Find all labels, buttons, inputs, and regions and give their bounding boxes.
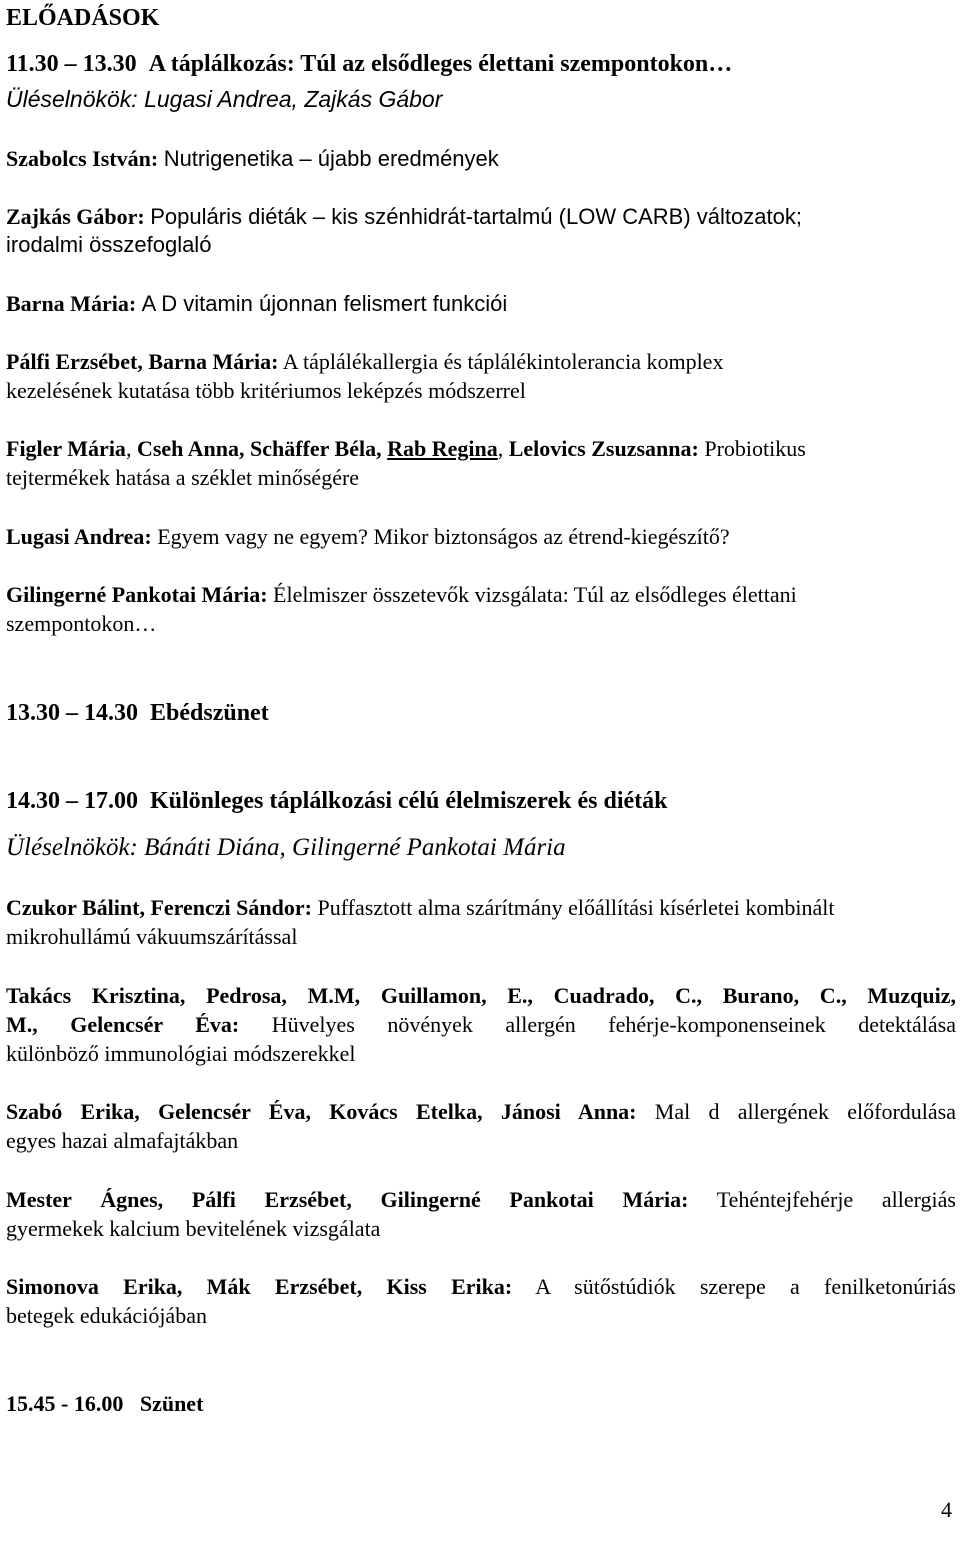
talk-3 <box>6 291 507 317</box>
talk-8-authors: Czukor Bálint, Ferenczi Sándor: <box>6 895 312 920</box>
talk-12 <box>6 1274 956 1300</box>
page-heading: ELŐADÁSOK <box>6 5 160 31</box>
talk-1-title: Nutrigenetika – újabb eredmények <box>163 146 499 171</box>
session2-time: 14.30 – 17.00 <box>6 788 138 814</box>
coffee-break <box>6 1391 203 1417</box>
talk-5-title: Probiotikus <box>704 436 806 461</box>
talk-9-title-cont: különböző immunológiai módszerekkel <box>6 1041 356 1066</box>
talk-2 <box>6 204 802 230</box>
talk-7-title: Élelmiszer összetevők vizsgálata: Túl az elsődleges élettani <box>273 582 797 607</box>
talk-7-title-cont: szempontokon… <box>6 611 157 636</box>
talk-9-authors-cont: M., Gelencsér Éva: <box>6 1012 240 1037</box>
talk-9-title: Hüvelyes növények allergén fehérje-komponenseinek detektálása <box>271 1012 956 1037</box>
talk-7-authors: Gilingerné Pankotai Mária: <box>6 582 268 607</box>
talk-6-title: Egyem vagy ne egyem? Mikor biztonságos az étrend-kiegészítő? <box>157 524 730 549</box>
talk-2-title-cont: irodalmi összefoglaló <box>6 232 212 257</box>
talk-5-title-cont: tejtermékek hatása a széklet minőségére <box>6 465 360 490</box>
talk-5-author-2: Cseh Anna, Schäffer Béla, <box>136 436 382 461</box>
talk-2-title: Populáris diéták – kis szénhidrát-tartalmú (LOW CARB) változatok; <box>150 204 802 229</box>
talk-3-authors: Barna Mária: <box>6 291 137 316</box>
page-number: 4 <box>941 1497 952 1522</box>
talk-5-author-presenter: Rab Regina <box>387 436 498 461</box>
talk-10-title-cont: egyes hazai almafajtákban <box>6 1128 239 1153</box>
talk-11-title: Tehéntejfehérje allergiás <box>716 1187 956 1212</box>
talk-4 <box>6 349 723 375</box>
talk-8-title-cont: mikrohullámú vákuumszárítással <box>6 924 298 949</box>
talk-3-title: A D vitamin újonnan felismert funkciói <box>141 291 508 316</box>
talk-5-author-4: Lelovics Zsuzsanna: <box>508 436 699 461</box>
talk-9-authors: Takács Krisztina, Pedrosa, M.M, Guillamon, E., Cuadrado, C., Burano, C., Muzquiz, <box>6 983 956 1008</box>
talk-8-title: Puffasztott alma szárítmány előállítási kísérletei kombinált <box>317 895 835 920</box>
talk-10-title: Mal d allergének előfordulása <box>654 1099 957 1124</box>
talk-4-authors: Pálfi Erzsébet, Barna Mária: <box>6 349 279 374</box>
lunch-break <box>6 699 269 727</box>
talk-12-title: A sütőstúdiók szerepe a fenilketonúriás <box>535 1274 956 1299</box>
break-label: Szünet <box>139 1391 204 1416</box>
talk-10 <box>6 1099 956 1125</box>
lunch-time: 13.30 – 14.30 <box>6 700 138 726</box>
talk-12-title-cont: betegek edukációjában <box>6 1303 207 1328</box>
talk-4-title-cont: kezelésének kutatása több kritériumos leképzés módszerrel <box>6 378 526 403</box>
session1-title: A táplálkozás: Túl az elsődleges élettani szempontokon… <box>148 51 733 77</box>
talk-2-authors: Zajkás Gábor: <box>6 204 145 229</box>
talk-8 <box>6 895 835 921</box>
session1-header <box>6 50 732 78</box>
talk-7 <box>6 582 797 608</box>
session2-title: Különleges táplálkozási célú élelmiszerek és diéták <box>150 788 668 814</box>
lunch-label: Ebédszünet <box>150 700 269 726</box>
talk-6 <box>6 524 730 550</box>
break-time: 15.45 - 16.00 <box>6 1391 124 1416</box>
session1-chairs: Üléselnökök: Lugasi Andrea, Zajkás Gábor <box>6 86 443 112</box>
talk-11 <box>6 1187 956 1213</box>
talk-12-authors: Simonova Erika, Mák Erzsébet, Kiss Erika: <box>6 1274 513 1299</box>
talk-5: Figler Mária, Cseh Anna, Schäffer Béla, Rab Regina, Lelovics Zsuzsanna: Probiotikus <box>6 436 806 461</box>
talk-4-title: A táplálékallergia és táplálékintolerancia komplex <box>282 349 724 374</box>
talk-11-authors: Mester Ágnes, Pálfi Erzsébet, Gilingerné Pankotai Mária: <box>6 1187 689 1212</box>
talk-1 <box>6 146 499 172</box>
talk-1-authors: Szabolcs István: <box>6 146 159 171</box>
talk-10-authors: Szabó Erika, Gelencsér Éva, Kovács Etelka, Jánosi Anna: <box>6 1099 637 1124</box>
session2-chairs: Üléselnökök: Bánáti Diána, Gilingerné Pankotai Mária <box>6 834 566 861</box>
talk-6-authors: Lugasi Andrea: <box>6 524 152 549</box>
talk-9 <box>6 1012 956 1038</box>
session2-header <box>6 787 668 815</box>
talk-5-author-1: Figler Mária <box>6 436 126 461</box>
session1-time: 11.30 – 13.30 <box>6 51 137 77</box>
talk-11-title-cont: gyermekek kalcium bevitelének vizsgálata <box>6 1216 381 1241</box>
